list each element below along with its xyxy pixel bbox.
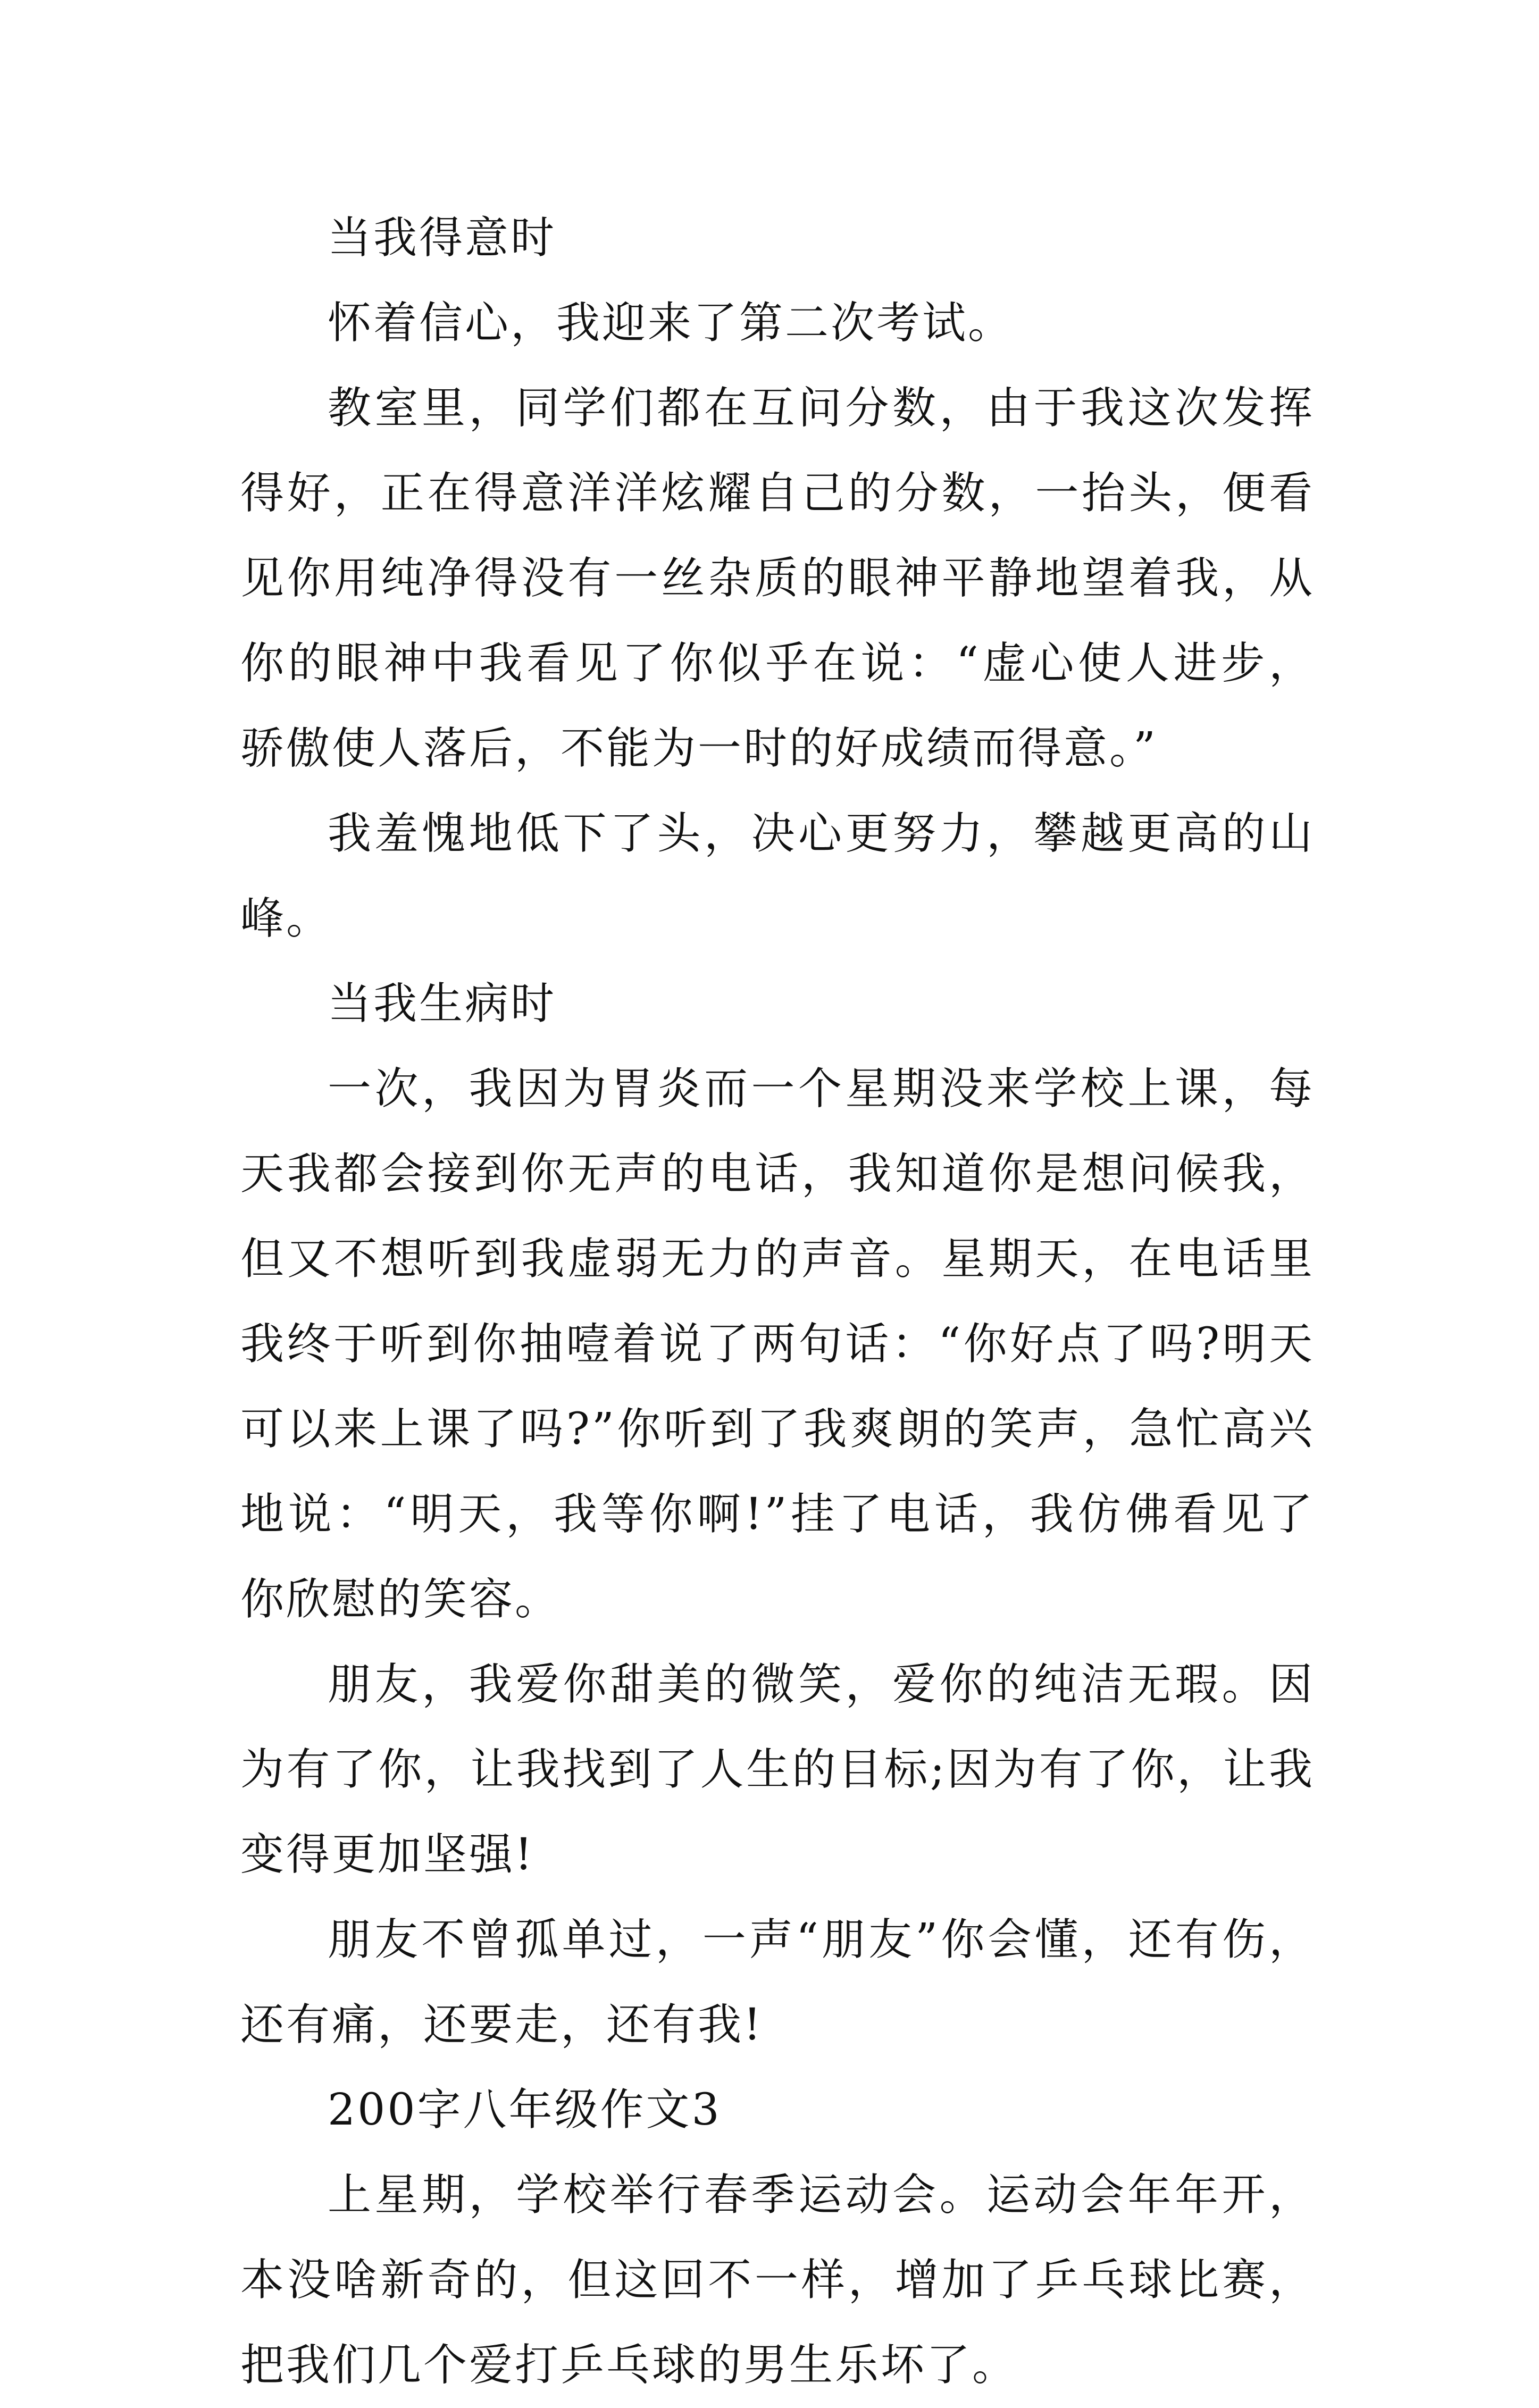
essay-title: 200字八年级作文3 xyxy=(328,2085,722,2135)
paragraph: 上星期，学校举行春季运动会。运动会年年开，本没啥新奇的，但这回不一样，增加了乒乓球比赛，把我们几个爱打乒乓球的男生乐坏了。 xyxy=(240,2170,1315,2390)
paragraph: 朋友，我爱你甜美的微笑，爱你的纯洁无瑕。因为有了你，让我找到了人生的目标;因为有了你，让我变得更加坚强! xyxy=(240,1659,1315,1880)
paragraph: 怀着信心，我迎来了第二次考试。 xyxy=(328,298,1014,348)
paragraph: 教室里，同学们都在互问分数，由于我这次发挥得好，正在得意洋洋炫耀自己的分数，一抬头，便看见你用纯净得没有一丝杂质的眼神平静地望着我，从你的眼神中我看见了你似乎在说：“虚心使人进步，骄傲使人落后，不能为一时的好成绩而得意。” xyxy=(240,383,1315,774)
paragraph: 我羞愧地低下了头，决心更努力，攀越更高的山峰。 xyxy=(240,808,1315,944)
section-heading: 当我得意时 xyxy=(328,213,557,263)
section-heading: 当我生病时 xyxy=(328,979,557,1029)
paragraph: 朋友不曾孤单过，一声“朋友”你会懂，还有伤，还有痛，还要走，还有我! xyxy=(240,1914,1315,2050)
document-body xyxy=(240,196,1315,2408)
paragraph: 一次，我因为胃炎而一个星期没来学校上课，每天我都会接到你无声的电话，我知道你是想问候我，但又不想听到我虚弱无力的声音。星期天，在电话里我终于听到你抽噎着说了两句话：“你好点了吗?明天可以来上课了吗?”你听到了我爽朗的笑声，急忙高兴地说：“明天，我等你啊!”挂了电话，我仿佛看见了你欣慰的笑容。 xyxy=(240,1064,1315,1625)
